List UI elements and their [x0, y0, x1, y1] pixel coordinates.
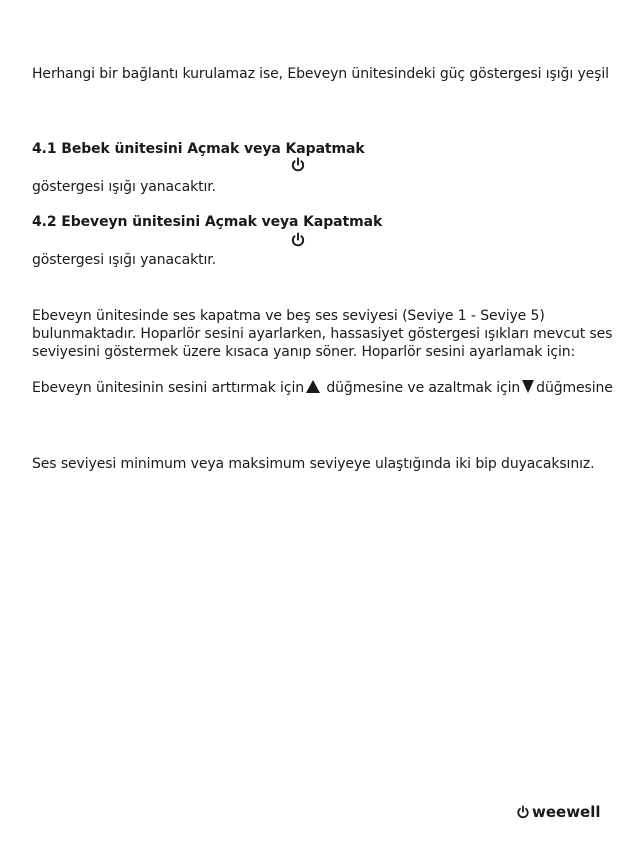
logo-text: weewell	[532, 803, 601, 821]
volume-buttons-part-2: düğmesine ve azaltmak için	[322, 380, 521, 396]
volume-paragraph-line-1: Ebeveyn ünitesinde ses kapatma ve beş ses seviyesi (Seviye 1 - Seviye 5)	[32, 308, 545, 324]
power-icon	[290, 157, 306, 173]
volume-buttons-part-3: düğmesine	[536, 380, 613, 396]
volume-buttons-line	[32, 380, 613, 396]
section-4-1-heading: 4.1 Bebek ünitesini Açmak veya Kapatmak	[32, 141, 365, 157]
logo-power-icon	[516, 805, 530, 819]
down-triangle-icon	[522, 380, 534, 393]
up-triangle-icon	[306, 380, 320, 393]
section-4-2-text: göstergesi ışığı yanacaktır.	[32, 252, 216, 268]
brand-logo	[516, 803, 601, 821]
section-4-2-heading: 4.2 Ebeveyn ünitesini Açmak veya Kapatmak	[32, 214, 383, 230]
volume-buttons-part-1: Ebeveyn ünitesinin sesini arttırmak için	[32, 380, 305, 396]
intro-line: Herhangi bir bağlantı kurulamaz ise, Ebeveyn ünitesindeki güç göstergesi ışığı yeşil	[32, 66, 609, 82]
beep-line: Ses seviyesi minimum veya maksimum seviyeye ulaştığında iki bip duyacaksınız.	[32, 456, 595, 472]
volume-paragraph-line-3: seviyesini göstermek üzere kısaca yanıp söner. Hoparlör sesini ayarlamak için:	[32, 344, 576, 360]
section-4-1-text: göstergesi ışığı yanacaktır.	[32, 179, 216, 195]
power-icon	[290, 232, 306, 248]
volume-paragraph-line-2: bulunmaktadır. Hoparlör sesini ayarlarken, hassasiyet göstergesi ışıkları mevcut ses	[32, 326, 613, 342]
